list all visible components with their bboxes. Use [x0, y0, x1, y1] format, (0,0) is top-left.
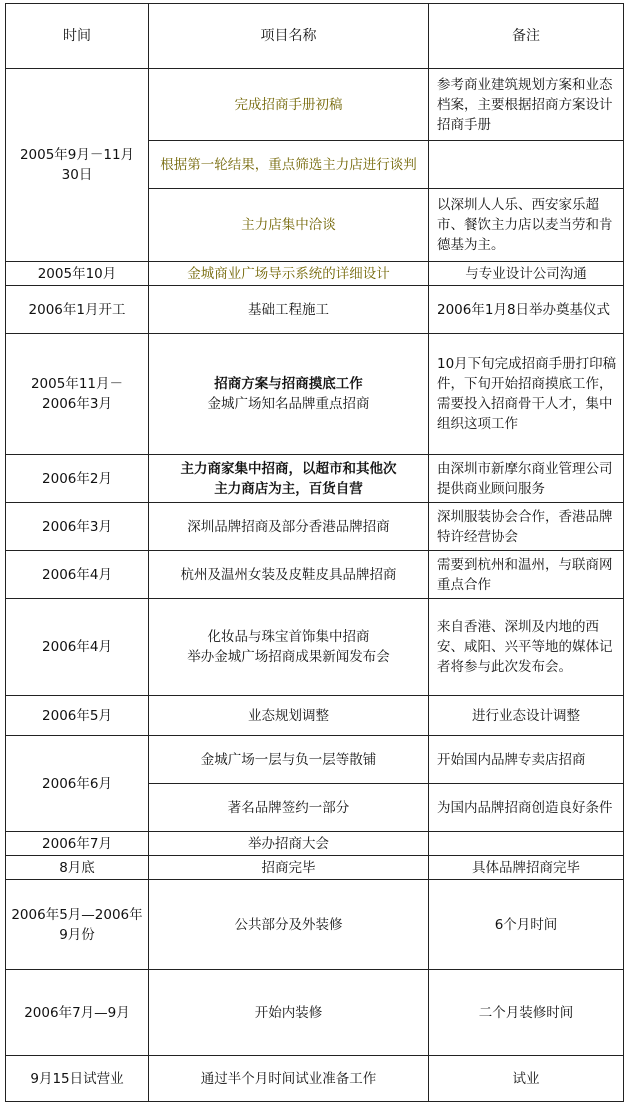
- project-cell: 著名品牌签约一部分: [149, 784, 429, 832]
- time-cell: 2006年6月: [6, 736, 149, 832]
- note-cell: 与专业设计公司沟通: [429, 262, 624, 286]
- table-row: [6, 599, 624, 696]
- project-cell: 主力店集中洽谈: [149, 189, 429, 262]
- project-cell: [149, 334, 429, 455]
- table-row: [6, 696, 624, 736]
- table-row: [6, 736, 624, 784]
- note-cell: 参考商业建筑规划方案和业态档案，主要根据招商方案设计招商手册: [429, 69, 624, 141]
- table-row: [6, 856, 624, 880]
- table-row: [6, 832, 624, 856]
- time-cell: 2005年11月－ 2006年3月: [6, 334, 149, 455]
- note-cell: 10月下旬完成招商手册打印稿件，下旬开始招商摸底工作，需要投入招商骨干人才，集中组织这项工作: [429, 334, 624, 455]
- time-cell: 2006年3月: [6, 503, 149, 551]
- table-row: [6, 334, 624, 455]
- project-cell: 完成招商手册初稿: [149, 69, 429, 141]
- note-cell: 来自香港、深圳及内地的西安、咸阳、兴平等地的媒体记者将参与此次发布会。: [429, 599, 624, 696]
- header-project: 项目名称: [149, 4, 429, 69]
- project-line: 金城广场知名品牌重点招商: [207, 396, 370, 412]
- note-cell: 试业: [429, 1056, 624, 1102]
- table-row: [6, 286, 624, 334]
- note-cell: 为国内品牌招商创造良好条件: [429, 784, 624, 832]
- note-cell: 开始国内品牌专卖店招商: [429, 736, 624, 784]
- note-cell: 6个月时间: [429, 880, 624, 970]
- time-cell: 8月底: [6, 856, 149, 880]
- header-time: 时间: [6, 4, 149, 69]
- project-cell: 招商完毕: [149, 856, 429, 880]
- project-cell: 业态规划调整: [149, 696, 429, 736]
- table-row: [6, 503, 624, 551]
- note-cell: [429, 141, 624, 189]
- note-cell: 由深圳市新摩尔商业管理公司提供商业顾问服务: [429, 455, 624, 503]
- note-cell: [429, 832, 624, 856]
- table-row: [6, 880, 624, 970]
- project-cell: 公共部分及外装修: [149, 880, 429, 970]
- time-cell: 2006年7月: [6, 832, 149, 856]
- time-cell: 2006年4月: [6, 551, 149, 599]
- time-cell: 2006年5月—2006年9月份: [6, 880, 149, 970]
- time-cell: 2006年1月开工: [6, 286, 149, 334]
- project-cell: 举办招商大会: [149, 832, 429, 856]
- table-row: [6, 262, 624, 286]
- note-cell: 进行业态设计调整: [429, 696, 624, 736]
- note-cell: 具体品牌招商完毕: [429, 856, 624, 880]
- project-cell: 深圳品牌招商及部分香港品牌招商: [149, 503, 429, 551]
- table-row: [6, 551, 624, 599]
- time-cell: 2006年5月: [6, 696, 149, 736]
- note-cell: 以深圳人人乐、西安家乐超市、餐饮主力店以麦当劳和肯德基为主。: [429, 189, 624, 262]
- note-cell: 二个月装修时间: [429, 970, 624, 1056]
- table-header-row: [6, 4, 624, 69]
- project-cell: 基础工程施工: [149, 286, 429, 334]
- time-cell: 2005年10月: [6, 262, 149, 286]
- project-cell: 金城广场一层与负一层等散铺: [149, 736, 429, 784]
- table-row: [6, 69, 624, 141]
- table-row: [6, 970, 624, 1056]
- table-row: [6, 455, 624, 503]
- time-cell: 2005年9月－11月30日: [6, 69, 149, 262]
- project-bold-line: 招商方案与招商摸底工作: [214, 376, 363, 392]
- project-cell: 化妆品与珠宝首饰集中招商 举办金城广场招商成果新闻发布会: [149, 599, 429, 696]
- project-cell: 根据第一轮结果，重点筛选主力店进行谈判: [149, 141, 429, 189]
- time-cell: 2006年2月: [6, 455, 149, 503]
- schedule-table: [5, 3, 624, 1102]
- note-cell: 2006年1月8日举办奠基仪式: [429, 286, 624, 334]
- time-cell: 9月15日试营业: [6, 1056, 149, 1102]
- project-cell: 金城商业广场导示系统的详细设计: [149, 262, 429, 286]
- time-cell: 2006年7月—9月: [6, 970, 149, 1056]
- project-cell: 通过半个月时间试业准备工作: [149, 1056, 429, 1102]
- note-cell: 深圳服装协会合作，香港品牌特许经营协会: [429, 503, 624, 551]
- note-cell: 需要到杭州和温州，与联商网重点合作: [429, 551, 624, 599]
- header-note: 备注: [429, 4, 624, 69]
- table-row: [6, 1056, 624, 1102]
- project-cell: 杭州及温州女装及皮鞋皮具品牌招商: [149, 551, 429, 599]
- project-cell: 主力商家集中招商，以超市和其他次 主力商店为主，百货自营: [149, 455, 429, 503]
- time-cell: 2006年4月: [6, 599, 149, 696]
- project-cell: 开始内装修: [149, 970, 429, 1056]
